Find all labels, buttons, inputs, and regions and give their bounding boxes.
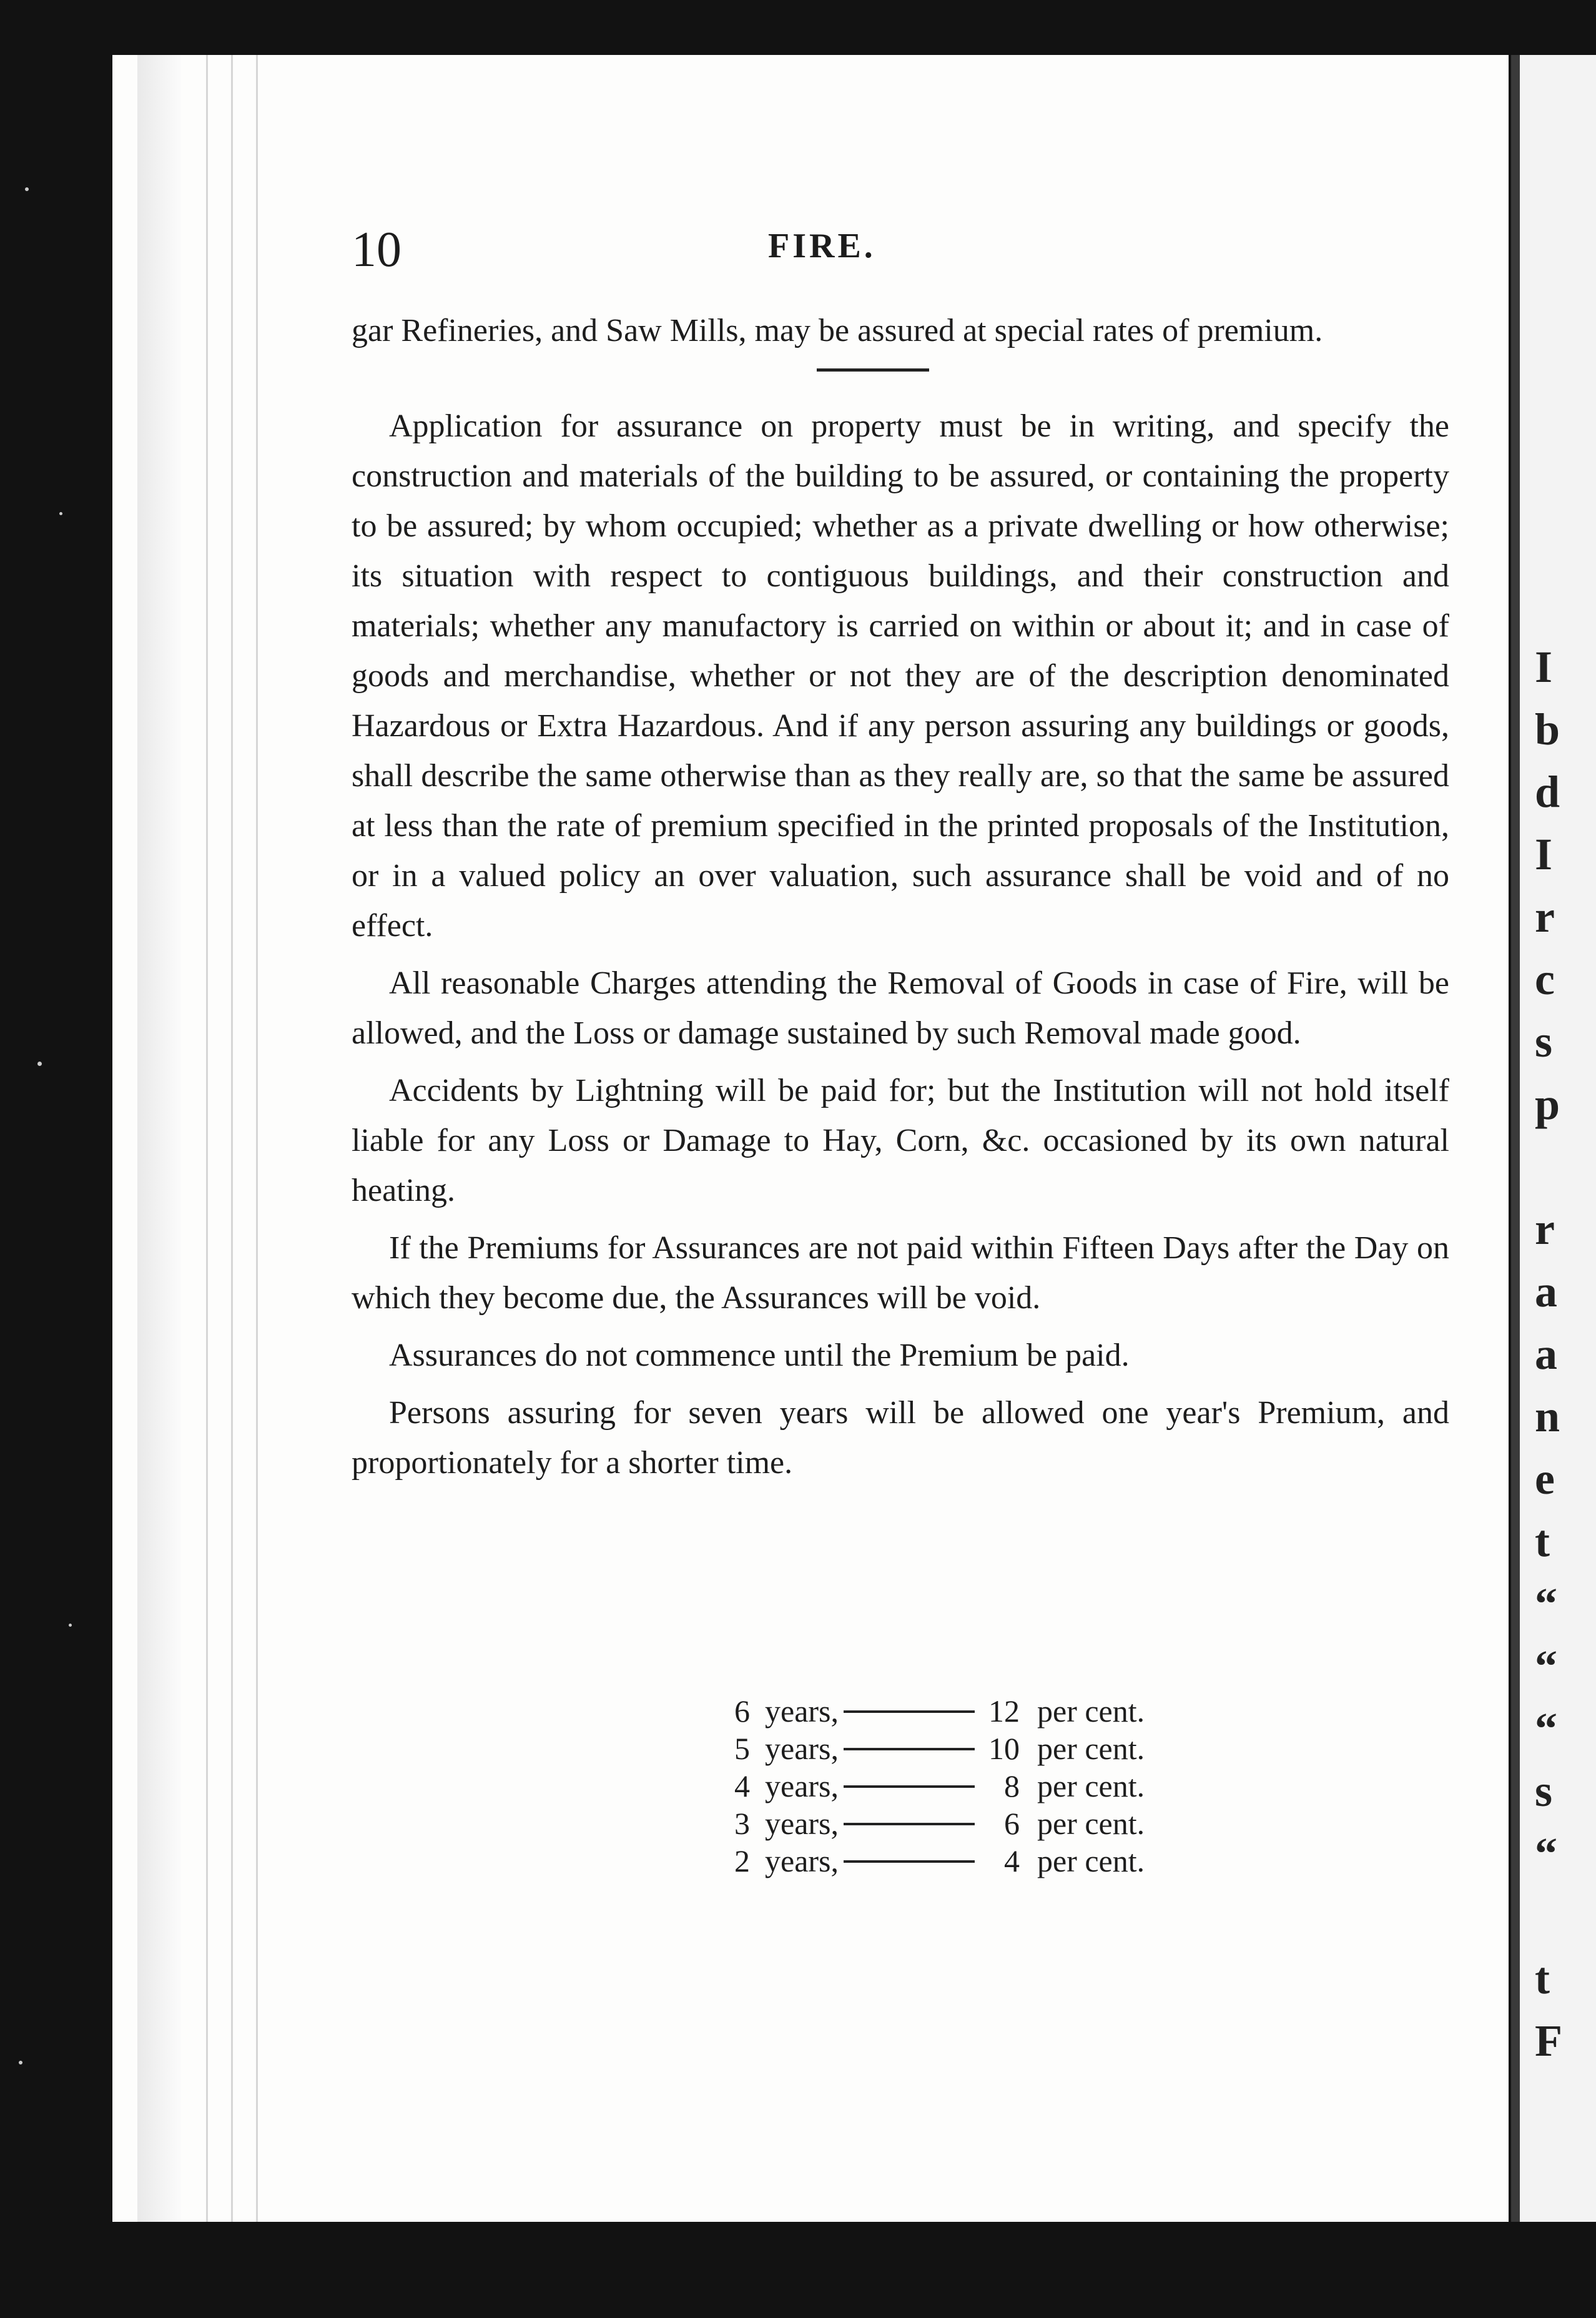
paragraph-premiums-due: If the Premiums for Assurances are not paid within Fifteen Days after the Day on which they become due, the Assurances will be void. bbox=[352, 1230, 1449, 1316]
rate-years: 3 bbox=[734, 1806, 750, 1841]
rate-row bbox=[731, 1842, 1145, 1880]
paragraph-commence: Assurances do not commence until the Premium be paid. bbox=[389, 1338, 1130, 1373]
adjacent-letter: n bbox=[1535, 1391, 1560, 1441]
rate-row bbox=[731, 1767, 1145, 1805]
rate-percent: 4 bbox=[1004, 1843, 1020, 1878]
leader-dash bbox=[844, 1710, 975, 1713]
rate-unit: per cent. bbox=[1037, 1843, 1145, 1878]
adjacent-letter: p bbox=[1535, 1079, 1560, 1129]
rate-percent: 12 bbox=[988, 1694, 1020, 1729]
page-number: 10 bbox=[352, 222, 401, 277]
rate-years: 6 bbox=[734, 1694, 750, 1729]
leader-dash bbox=[844, 1860, 975, 1863]
adjacent-letter: I bbox=[1535, 829, 1553, 879]
adjacent-letter: s bbox=[1535, 1766, 1553, 1816]
adjacent-letter: “ bbox=[1535, 1828, 1557, 1878]
paragraph-application: Application for assurance on property must be in writing, and specify the construction and materials of the building to be assured, or containing the property to be assured; by whom occupied; whether as a private dwelling or how otherwise; its situation with respect to contiguous buildings, and their construction and materials; whether any manufactory is carried on within or about it; and in case of goods and merchandise, whether or not they are of the description denominated Hazardous or Extra Hazardous. And if any person assuring any buildings or goods, shall describe the same otherwise than as they really are, so that the same be assured at less than the rate of premium specified in the printed proposals of the Institution, or in a valued policy an over valuation, such assurance shall be void and of no effect. bbox=[352, 408, 1449, 944]
adjacent-letter: t bbox=[1535, 1953, 1550, 2003]
adjacent-page-edge bbox=[1511, 55, 1596, 2222]
scan-speck bbox=[25, 187, 29, 191]
rate-unit: per cent. bbox=[1037, 1694, 1145, 1729]
section-rule bbox=[817, 368, 929, 372]
paragraph-continuation: gar Refineries, and Saw Mills, may be assured at special rates of premium. bbox=[352, 313, 1323, 348]
adjacent-letter: b bbox=[1535, 704, 1560, 754]
scan-speck bbox=[69, 1624, 72, 1627]
adjacent-letter bbox=[1535, 1135, 1562, 1198]
gutter-line bbox=[206, 55, 208, 2222]
paragraph-seven-years: Persons assuring for seven years will be allowed one year's Premium, and proportionately for a shorter time. bbox=[352, 1395, 1449, 1481]
adjacent-letter: t bbox=[1535, 1516, 1550, 1566]
adjacent-letter: a bbox=[1535, 1329, 1557, 1379]
adjacent-letter: “ bbox=[1535, 1579, 1557, 1629]
rate-percent: 6 bbox=[1004, 1806, 1020, 1841]
rate-years-label: years, bbox=[765, 1768, 839, 1803]
scan-speck bbox=[37, 1062, 42, 1066]
scan-speck bbox=[19, 2061, 22, 2064]
leader-dash bbox=[844, 1748, 975, 1750]
running-head: FIRE. bbox=[768, 227, 876, 265]
rate-unit: per cent. bbox=[1037, 1731, 1145, 1766]
adjacent-letter: “ bbox=[1535, 1641, 1557, 1691]
rate-years-label: years, bbox=[765, 1843, 839, 1878]
discount-rate-table bbox=[731, 1692, 1145, 1880]
body-text bbox=[352, 306, 1449, 1496]
adjacent-letter: a bbox=[1535, 1266, 1557, 1316]
rate-years-label: years, bbox=[765, 1806, 839, 1841]
rate-row bbox=[731, 1692, 1145, 1730]
gutter-line bbox=[256, 55, 258, 2222]
rate-percent: 8 bbox=[1004, 1768, 1020, 1803]
rate-years: 5 bbox=[734, 1731, 750, 1766]
adjacent-letter: c bbox=[1535, 954, 1555, 1004]
gutter-line bbox=[231, 55, 233, 2222]
adjacent-letter: r bbox=[1535, 892, 1555, 942]
rate-unit: per cent. bbox=[1037, 1768, 1145, 1803]
rate-row bbox=[731, 1730, 1145, 1767]
adjacent-letter: r bbox=[1535, 1204, 1555, 1254]
adjacent-letter: e bbox=[1535, 1454, 1555, 1504]
rate-years-label: years, bbox=[765, 1694, 839, 1729]
rate-percent: 10 bbox=[988, 1731, 1020, 1766]
rate-years-label: years, bbox=[765, 1731, 839, 1766]
adjacent-letter: “ bbox=[1535, 1704, 1557, 1753]
rate-unit: per cent. bbox=[1037, 1806, 1145, 1841]
adjacent-letter bbox=[1535, 1885, 1562, 1947]
paragraph-lightning: Accidents by Lightning will be paid for; but the Institution will not hold itself liable for any Loss or Damage to Hay, Corn, &c. occasioned by its own natural heating. bbox=[352, 1073, 1449, 1208]
leader-dash bbox=[844, 1823, 975, 1825]
adjacent-letter: I bbox=[1535, 642, 1553, 692]
rate-years: 4 bbox=[734, 1768, 750, 1803]
adjacent-letter: s bbox=[1535, 1017, 1553, 1067]
paragraph-removal: All reasonable Charges attending the Removal of Goods in case of Fire, will be allowed, and the Loss or damage sustained by such Removal made good. bbox=[352, 965, 1449, 1051]
scan-speck bbox=[59, 512, 62, 515]
leader-dash bbox=[844, 1785, 975, 1788]
adjacent-page-letters bbox=[1535, 636, 1562, 2072]
rate-years: 2 bbox=[734, 1843, 750, 1878]
adjacent-letter: d bbox=[1535, 767, 1560, 817]
page-fold-shadow bbox=[1511, 55, 1520, 2222]
adjacent-letter: F bbox=[1535, 2016, 1562, 2066]
gutter-shadow bbox=[137, 55, 181, 2222]
rate-row bbox=[731, 1805, 1145, 1842]
